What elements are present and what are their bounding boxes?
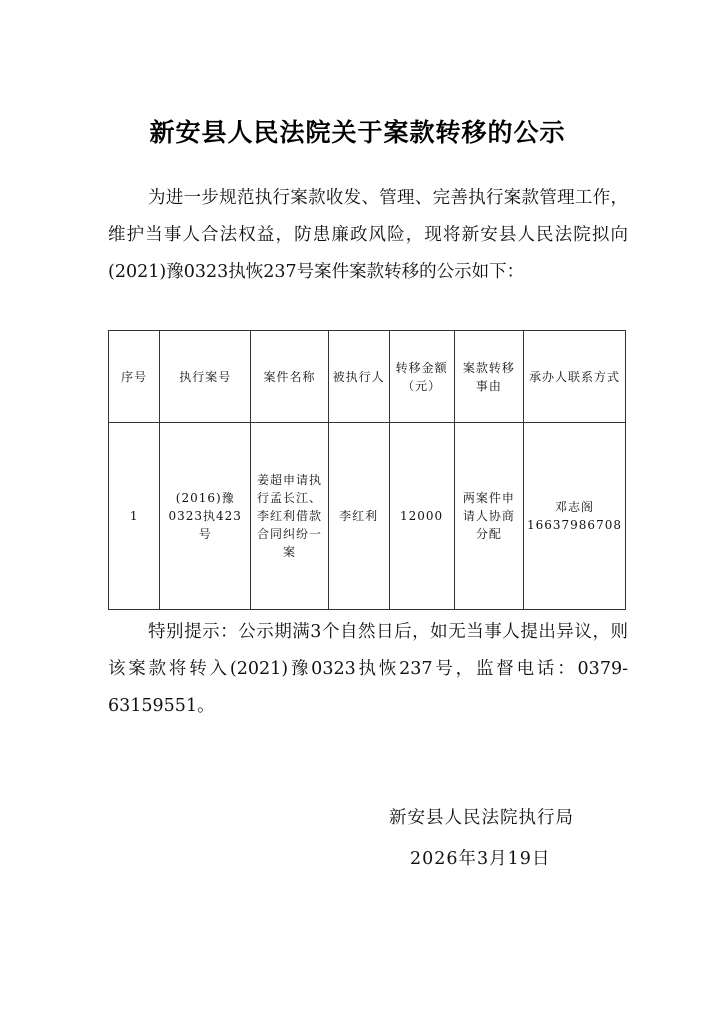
- contact-name: 邓志阁: [554, 500, 594, 514]
- header-case-name: 案件名称: [251, 331, 329, 423]
- case-table: [108, 330, 626, 610]
- header-case-no: 执行案号: [160, 331, 251, 423]
- intro-paragraph: 为进一步规范执行案款收发、管理、完善执行案款管理工作，维护当事人合法权益，防患廉政风险，现将新安县人民法院拟向(2021)豫0323执恢237号案件案款转移的公示如下：: [108, 188, 628, 282]
- header-seq: 序号: [109, 331, 160, 423]
- special-note: 特别提示：公示期满3个自然日后，如无当事人提出异议，则该案款将转入(2021)豫0323执恢237号，监督电话：0379-63159551。: [108, 622, 628, 716]
- signature-org: 新安县人民法院执行局: [389, 808, 574, 828]
- cell-contact: [523, 423, 625, 610]
- document-title: 新安县人民法院关于案款转移的公示: [149, 118, 566, 147]
- header-reason: 案款转移事由: [454, 331, 523, 423]
- header-contact: 承办人联系方式: [523, 331, 625, 423]
- cell-executee: 李红利: [328, 423, 389, 610]
- table-row: [109, 423, 626, 610]
- header-amount: 转移金额（元）: [389, 331, 454, 423]
- cell-amount: 12000: [389, 423, 454, 610]
- cell-case-no: (2016)豫0323执423号: [160, 423, 251, 610]
- cell-seq: 1: [109, 423, 160, 610]
- cell-case-name: 姜超申请执行孟长江、李红利借款合同纠纷一案: [251, 423, 329, 610]
- header-executee: 被执行人: [328, 331, 389, 423]
- signature-date: 2026年3月19日: [410, 849, 551, 869]
- cell-reason: 两案件申请人协商分配: [454, 423, 523, 610]
- contact-phone: 16637986708: [526, 518, 622, 532]
- table-header-row: [109, 331, 626, 423]
